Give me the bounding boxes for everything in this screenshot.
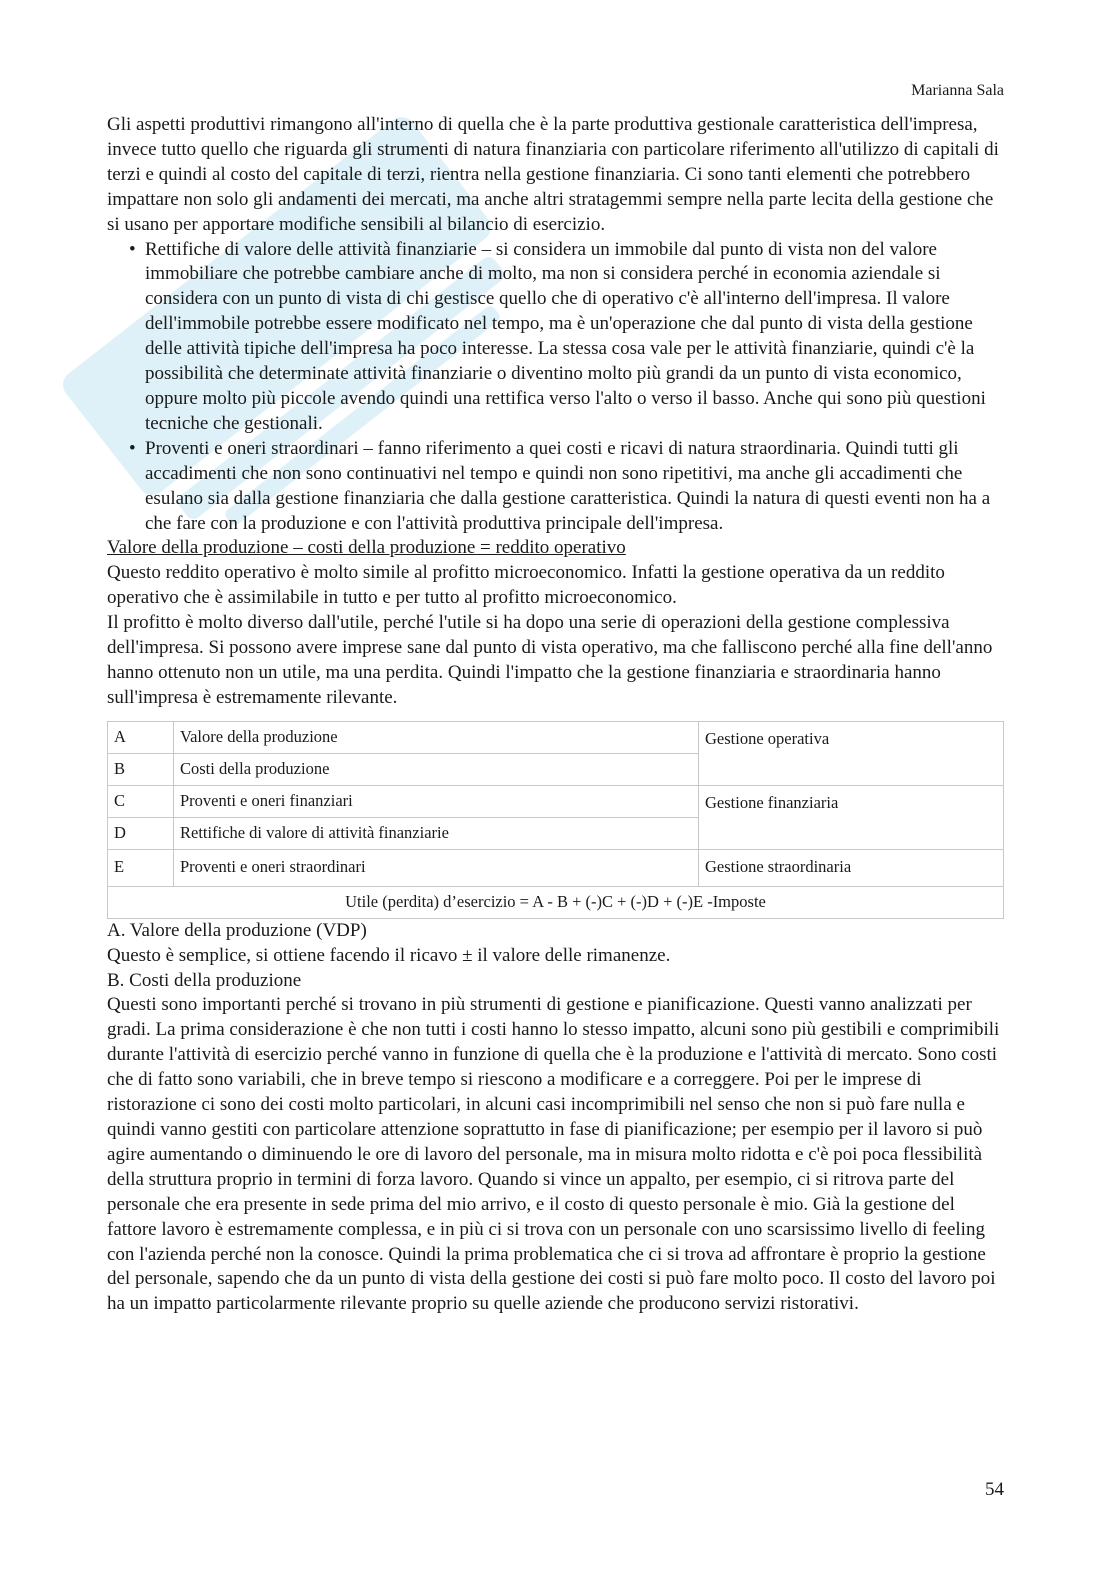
row-label: Proventi e oneri finanziari xyxy=(174,785,699,817)
row-letter: B xyxy=(108,753,174,785)
row-letter: A xyxy=(108,721,174,753)
row-letter: C xyxy=(108,785,174,817)
header-author: Marianna Sala xyxy=(911,82,1004,99)
row-label: Valore della produzione xyxy=(174,721,699,753)
section-a-title: A. Valore della produzione (VDP) xyxy=(107,919,367,941)
row-label: Rettifiche di valore di attività finanziarie xyxy=(174,817,699,849)
row-letter: D xyxy=(108,817,174,849)
income-statement-table xyxy=(107,721,1004,919)
group-label: Gestione straordinaria xyxy=(699,849,1004,886)
table-row xyxy=(108,721,1004,753)
profit-paragraph: Il profitto è molto diverso dall'utile, perché l'utile si ha dopo una serie di operazioni della gestione complessiva dell'impresa. Si possono avere imprese sane dal punto di vista operativo, ma che falliscono perché alla fine dell'anno hanno ottenuto non un utile, ma una perdita. Quindi l'impatto che la gestione finanziaria e straordinaria hanno sull'impresa è estremamente rilevante. xyxy=(107,612,993,708)
table-row xyxy=(108,785,1004,817)
page-number: 54 xyxy=(985,1479,1004,1500)
table-row xyxy=(108,849,1004,886)
bullet-item-rettifiche: • Rettifiche di valore delle attività finanziarie – si considera un immobile dal punto di vista non del valore immobiliare che potrebbe cambiare anche di molto, ma non si considera perché in economia aziendale si considera con un punto di vista di chi gestisce quello che di operativo c'è all'interno dell'impresa. Il valore dell'immobile potrebbe essere modificato nel tempo, ma è un'operazione che dal punto di vista della gestione delle attività tipiche dell'impresa ha poco interesse. La stessa cosa vale per le attività finanziarie, quindi c'è la possibilità che determinate attività finanziarie o diventino molto più grandi da un punto di vista economico, oppure molto più piccole avendo quindi una rettifica verso l'alto o verso il basso. Anche qui sono più questioni tecniche che gestionali. xyxy=(107,238,1007,437)
row-label: Costi della produzione xyxy=(174,753,699,785)
equation-heading: Valore della produzione – costi della produzione = reddito operativo xyxy=(107,537,626,559)
group-label: Gestione operativa xyxy=(699,721,1004,785)
row-letter: E xyxy=(108,849,174,886)
bullet-item-straordinari: • Proventi e oneri straordinari – fanno riferimento a quei costi e ricavi di natura straordinaria. Quindi tutti gli accadimenti che non sono continuativi nel tempo e quindi non sono ripetitivi, ma anche gli accadimenti che esulano sia dalla gestione finanziaria che dalla gestione caratteristica. Quindi la natura di questi eventi non ha a che fare con la produzione e con l'attività produttiva principale dell'impresa. xyxy=(107,437,1007,537)
section-b-body: Questi sono importanti perché si trovano in più strumenti di gestione e pianificazione. Questi vanno analizzati per gradi. La prima considerazione è che non tutti i costi hanno lo stesso impatto, alcuni sono più gestibili e comprimibili durante l'attività di esercizio perché vanno in funzione di quella che è la produzione e l'attività di mercato. Sono costi che di fatto sono variabili, che in breve tempo si riescono a modificare e a correggere. Poi per le imprese di ristorazione ci sono dei costi molto particolari, in alcuni casi incomprimibili nel senso che non si può fare nulla e quindi vanno gestiti con particolare attenzione soprattutto in fase di pianificazione; per esempio per il lavoro si può agire aumentando o diminuendo le ore di lavoro del personale, ma in misura molto ridotta e c'è poi poca flessibilità della struttura proprio in termini di forza lavoro. Quando si vince un appalto, per esempio, ci si ritrova parte del personale che era presente in sede prima del mio arrivo, e il costo di questo personale è mio. Già la gestione del fattore lavoro è estremamente complessa, e in più ci si trova con un personale con uno scarsissimo livello di feeling con l'azienda perché non la conosce. Quindi la prima problematica che ci si trova ad affrontare è proprio la gestione del personale, sapendo che da un punto di vista della gestione dei costi si può fare molto poco. Il costo del lavoro poi ha un impatto particolarmente rilevante proprio su quelle aziende che producono servizi ristorativi. xyxy=(107,994,1000,1315)
formula-cell: Utile (perdita) d’esercizio = A - B + (-)C + (-)D + (-)E -Imposte xyxy=(108,886,1004,918)
section-a-body: Questo è semplice, si ottiene facendo il ricavo ± il valore delle rimanenze. xyxy=(107,944,671,966)
equation-paragraph: Questo reddito operativo è molto simile al profitto microeconomico. Infatti la gestione operativa da un reddito operativo che è assimilabile in tutto e per tutto al profitto microeconomico. xyxy=(107,562,945,609)
intro-paragraph: Gli aspetti produttivi rimangono all'interno di quella che è la parte produttiva gestionale caratteristica dell'impresa, invece tutto quello che riguarda gli strumenti di natura finanziaria con particolare riferimento all'utilizzo di capitali di terzi e quindi al costo del capitale di terzi, rientra nella gestione finanziaria. Ci sono tanti elementi che potrebbero impattare non solo gli andamenti dei mercati, ma anche altri stratagemmi sempre nella parte lecita della gestione che si usano per apportare modifiche sensibili al bilancio di esercizio. xyxy=(107,114,999,235)
section-b-title: B. Costi della produzione xyxy=(107,969,302,991)
table-row xyxy=(108,886,1004,918)
document-body xyxy=(107,113,1007,1317)
row-label: Proventi e oneri straordinari xyxy=(174,849,699,886)
group-label: Gestione finanziaria xyxy=(699,785,1004,849)
